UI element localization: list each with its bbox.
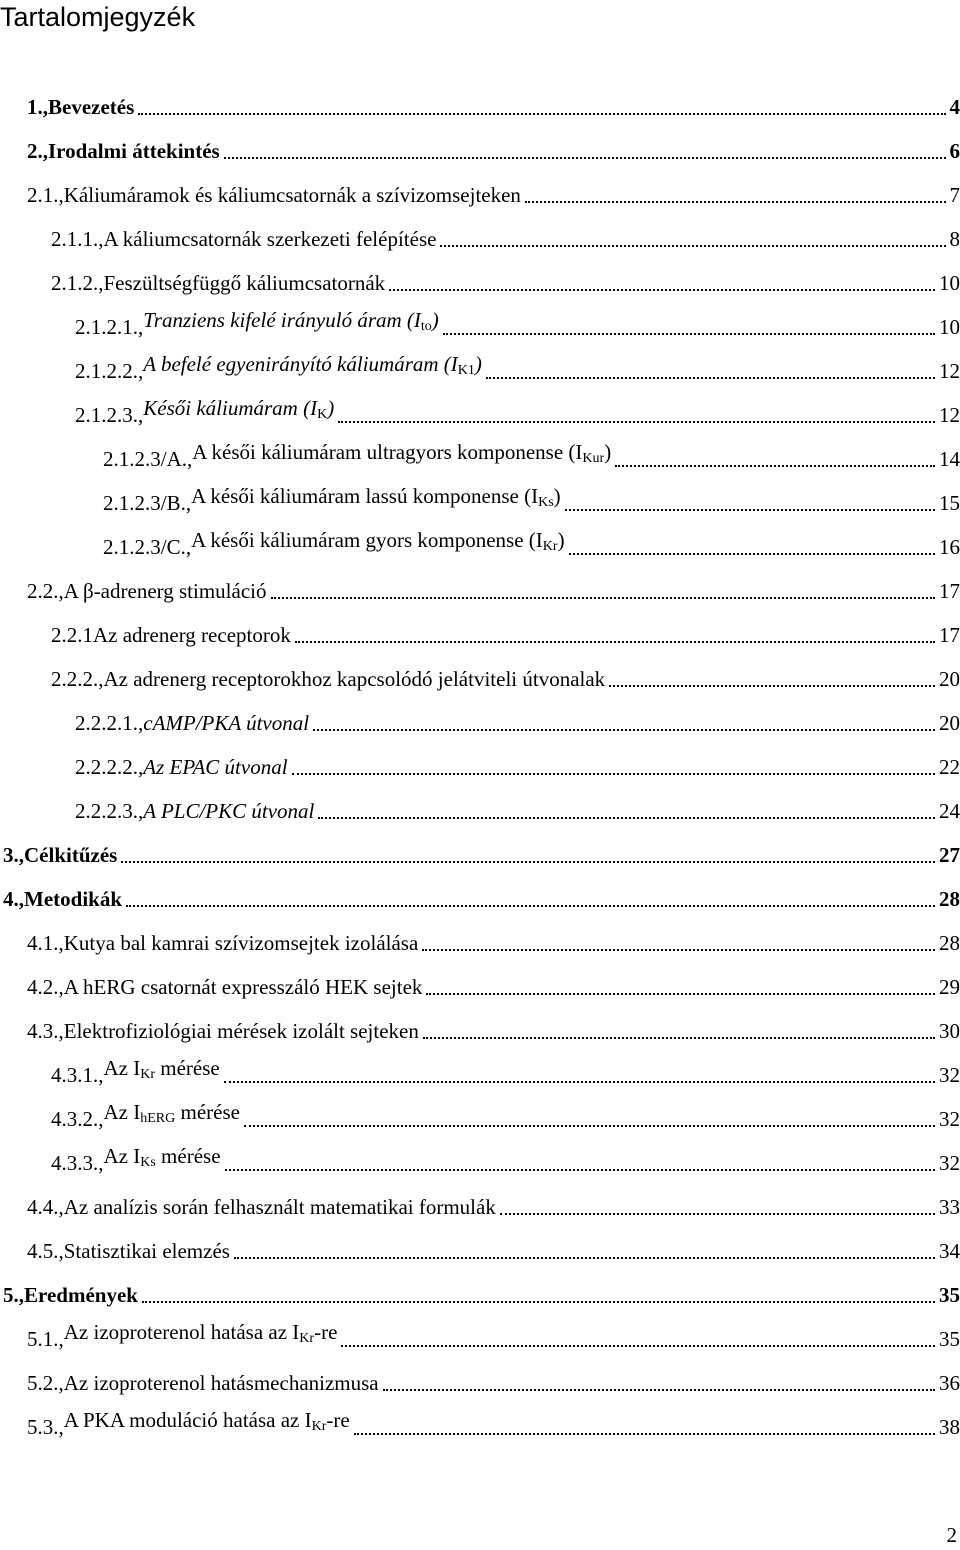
toc-entry-number: 2.1.2.3/B., — [103, 491, 192, 515]
toc-entry[interactable] — [75, 792, 960, 824]
toc-entry-page: 12 — [939, 403, 960, 427]
dot-leader — [271, 597, 936, 599]
dot-leader — [224, 157, 946, 159]
toc-entry-number: 5.2., — [27, 1371, 64, 1395]
toc-entry-page: 36 — [939, 1371, 960, 1395]
toc-entry-title: Célkitűzés — [24, 843, 118, 867]
dot-leader — [142, 1301, 935, 1303]
toc-entry-subscript: Kr — [311, 1419, 327, 1434]
toc-entry-number: 2.2., — [27, 579, 64, 603]
toc-entry-title: A β-adrenerg stimuláció — [63, 579, 267, 603]
toc-entry-number: 2.1.2.1., — [75, 315, 144, 339]
toc-entry-title: Késői káliumáram (I — [143, 396, 318, 420]
dot-leader — [313, 729, 935, 731]
toc-entry-subscript: K1 — [457, 363, 475, 378]
toc-entry-number: 2.1.2.3., — [75, 403, 144, 427]
toc-entry-title-suffix: ) — [557, 528, 565, 552]
toc-entry-title: A befelé egyenirányító káliumáram (I — [143, 352, 458, 376]
toc-entry-label — [104, 270, 386, 296]
toc-entry-title: Az izoproterenol hatásmechanizmusa — [63, 1371, 379, 1395]
dot-leader — [225, 1169, 935, 1171]
toc-entry-title: Az adrenerg receptorokhoz kapcsolódó jelátviteli útvonalak — [103, 667, 606, 691]
toc-entry-title: Az izoproterenol hatása az I — [63, 1320, 300, 1344]
toc-entry-page: 32 — [939, 1107, 960, 1131]
toc-entry-page: 38 — [939, 1415, 960, 1439]
toc-entry-number: 5., — [3, 1283, 24, 1307]
toc-entry-number: 2.2.2.3., — [75, 799, 144, 823]
toc-entry-number: 2.1.2., — [51, 271, 104, 295]
toc-entry[interactable] — [27, 572, 960, 604]
toc-entry[interactable] — [27, 132, 960, 164]
toc-entry-label — [64, 1407, 350, 1440]
dot-leader — [121, 861, 935, 863]
toc-entry[interactable] — [3, 1276, 960, 1308]
toc-entry-title-suffix: ) — [474, 352, 482, 376]
toc-entry-title-suffix: mérése — [155, 1056, 220, 1080]
toc-entry-number: 2.1.2.2., — [75, 359, 144, 383]
toc-entry-label — [143, 395, 334, 428]
toc-entry-title-suffix: ) — [431, 308, 439, 332]
toc-entry-number: 4.3.3., — [51, 1151, 104, 1175]
toc-entry[interactable] — [75, 704, 960, 736]
toc-entry-page: 34 — [939, 1239, 960, 1263]
toc-entry-page: 35 — [939, 1283, 960, 1307]
toc-entry[interactable] — [27, 1408, 960, 1440]
toc-entry-number: 2.1.2.3/A., — [103, 447, 193, 471]
toc-entry-label — [104, 1143, 221, 1176]
page-title: Tartalomjegyzék — [0, 2, 196, 32]
toc-entry[interactable] — [27, 968, 960, 1000]
toc-entry-title: Az EPAC útvonal — [143, 755, 288, 779]
toc-entry-page: 24 — [939, 799, 960, 823]
toc-entry-title: A PLC/PKC útvonal — [143, 799, 315, 823]
toc-entry-page: 12 — [939, 359, 960, 383]
toc-entry-title: A káliumcsatornák szerkezeti felépítése — [103, 227, 437, 251]
dot-leader — [224, 1081, 935, 1083]
toc-entry-number: 2.1.1., — [51, 227, 104, 251]
toc-entry-title: A késői káliumáram ultragyors komponense (I — [192, 440, 583, 464]
toc-entry[interactable] — [27, 1012, 960, 1044]
toc-entry[interactable] — [103, 440, 960, 472]
toc-entry-page: 30 — [939, 1019, 960, 1043]
toc-entry[interactable] — [103, 484, 960, 516]
toc-entry-page: 33 — [939, 1195, 960, 1219]
toc-entry-label — [191, 483, 561, 516]
dot-leader — [525, 201, 946, 203]
toc-entry-title-suffix: mérése — [175, 1100, 240, 1124]
toc-entry-title: A hERG csatornát expresszáló HEK sejtek — [63, 975, 423, 999]
toc-entry-title-suffix: ) — [553, 484, 561, 508]
toc-entry-subscript: K — [317, 407, 328, 422]
toc-entry-subscript: Kr — [299, 1331, 315, 1346]
toc-entry-title: Feszültségfüggő káliumcsatornák — [103, 271, 386, 295]
toc-entry-title: Tranziens kifelé irányuló áram (I — [143, 308, 421, 332]
toc-entry[interactable] — [75, 352, 960, 384]
toc-entry-label — [64, 578, 267, 604]
dot-leader — [234, 1257, 935, 1259]
dot-leader — [569, 553, 935, 555]
toc-entry-title: Az I — [103, 1056, 141, 1080]
toc-entry-label — [64, 1370, 379, 1396]
dot-leader — [383, 1389, 935, 1391]
toc-entry-label — [64, 1194, 496, 1220]
toc-entry[interactable] — [75, 748, 960, 780]
toc-entry-title: Kutya bal kamrai szívizomsejtek izolálása — [63, 931, 419, 955]
toc-entry[interactable] — [3, 880, 960, 912]
toc-entry-number: 3., — [3, 843, 24, 867]
toc-entry-number: 2.1.2.3/C., — [103, 535, 192, 559]
dot-leader — [292, 773, 935, 775]
toc-entry[interactable] — [51, 1056, 960, 1088]
toc-entry-label — [64, 1238, 230, 1264]
dot-leader — [138, 113, 945, 115]
toc-entry[interactable] — [51, 616, 960, 648]
toc-entry-page: 17 — [939, 579, 960, 603]
toc-entry-title-suffix: mérése — [155, 1144, 221, 1168]
toc-entry-label — [48, 94, 134, 120]
toc-entry-title-suffix: ) — [604, 440, 612, 464]
toc-entry[interactable] — [27, 176, 960, 208]
dot-leader — [615, 465, 935, 467]
toc-entry-page: 17 — [939, 623, 960, 647]
toc-entry-page: 28 — [939, 931, 960, 955]
toc-entry-subscript: Ks — [140, 1155, 156, 1170]
dot-leader — [609, 685, 935, 687]
toc-entry-title: Az I — [103, 1144, 141, 1168]
toc-entry-number: 4.3., — [27, 1019, 64, 1043]
toc-entry-number: 4.3.1., — [51, 1063, 104, 1087]
toc-entry-number: 2.2.2., — [51, 667, 104, 691]
toc-entry-label — [143, 754, 287, 780]
toc-entry-label — [143, 307, 439, 340]
toc-entry-page: 32 — [939, 1063, 960, 1087]
toc-entry-label — [143, 710, 309, 736]
toc-entry-number: 5.3., — [27, 1415, 64, 1439]
toc-entry-title: Az I — [103, 1100, 141, 1124]
toc-entry-label — [64, 182, 521, 208]
toc-entry[interactable] — [27, 1232, 960, 1264]
toc-entry-label — [64, 930, 419, 956]
toc-entry-number: 2.2.2.2., — [75, 755, 144, 779]
toc-entry[interactable] — [75, 396, 960, 428]
toc-entry-label — [191, 527, 564, 560]
toc-entry-label — [64, 1319, 338, 1352]
dot-leader — [500, 1213, 935, 1215]
toc-entry-subscript: Kr — [140, 1067, 156, 1082]
toc-entry-title: cAMP/PKA útvonal — [143, 711, 310, 735]
toc-entry-label — [93, 622, 291, 648]
toc-entry-number: 4.2., — [27, 975, 64, 999]
dot-leader — [389, 289, 935, 291]
toc-entry-title-suffix: -re — [314, 1320, 338, 1344]
dot-leader — [565, 509, 935, 511]
toc-entry-page: 20 — [939, 711, 960, 735]
toc-entry[interactable] — [51, 220, 960, 252]
toc-entry[interactable] — [51, 1100, 960, 1132]
toc-entry-page: 8 — [949, 227, 960, 251]
dot-leader — [338, 421, 935, 423]
toc-entry-title: Az analízis során felhasznált matematikai formulák — [63, 1195, 496, 1219]
toc-entry-number: 2.2.1 — [51, 623, 93, 647]
toc-entry-subscript: Kr — [542, 539, 558, 554]
toc-entry-number: 5.1., — [27, 1327, 64, 1351]
toc-entry-label — [64, 1018, 419, 1044]
toc-entry[interactable] — [75, 308, 960, 340]
toc-entry-label — [24, 886, 122, 912]
dot-leader — [423, 1037, 935, 1039]
toc-entry-label — [104, 226, 437, 252]
toc-entry-title: Eredmények — [24, 1283, 138, 1307]
toc-entry-page: 35 — [939, 1327, 960, 1351]
toc-entry-page: 22 — [939, 755, 960, 779]
dot-leader — [486, 377, 935, 379]
toc-entry-subscript: Ks — [538, 495, 554, 510]
dot-leader — [354, 1433, 935, 1435]
toc-entry-page: 7 — [949, 183, 960, 207]
toc-entry[interactable] — [27, 1364, 960, 1396]
toc-entry-page: 29 — [939, 975, 960, 999]
toc-entry-label — [104, 1055, 220, 1088]
toc-entry-label — [48, 138, 220, 164]
dot-leader — [443, 333, 935, 335]
toc-entry-number: 1., — [27, 95, 48, 119]
toc-entry-title: Bevezetés — [48, 95, 135, 119]
toc-entry[interactable] — [27, 1320, 960, 1352]
toc-entry-label — [143, 351, 482, 384]
toc-entry-subscript: Kur — [582, 451, 605, 466]
page-number: 2 — [946, 1523, 957, 1547]
toc-entry-page: 6 — [949, 139, 960, 163]
toc-entry-label — [104, 666, 606, 692]
dot-leader — [341, 1345, 935, 1347]
toc-entry-title: Káliumáramok és káliumcsatornák a szívizomsejteken — [63, 183, 521, 207]
toc-entry-number: 4.5., — [27, 1239, 64, 1263]
toc-entry-page: 14 — [939, 447, 960, 471]
toc-entry-number: 2.2.2.1., — [75, 711, 144, 735]
toc-entry-title: Elektrofiziológiai mérések izolált sejteken — [63, 1019, 419, 1043]
toc-entry[interactable] — [51, 660, 960, 692]
toc-entry-label — [192, 439, 611, 472]
toc-entry-page: 10 — [939, 315, 960, 339]
toc-entry[interactable] — [27, 1188, 960, 1220]
toc-entry-label — [24, 1282, 138, 1308]
toc-entry-page: 20 — [939, 667, 960, 691]
toc-entry-label — [24, 842, 117, 868]
toc-entry-page: 32 — [939, 1151, 960, 1175]
toc-entry-page: 15 — [939, 491, 960, 515]
toc-entry-title: A PKA moduláció hatása az I — [63, 1408, 312, 1432]
dot-leader — [244, 1125, 935, 1127]
toc-entry[interactable] — [27, 924, 960, 956]
toc-entry[interactable] — [51, 264, 960, 296]
toc-entry-number: 2., — [27, 139, 48, 163]
toc-entry-label — [104, 1099, 240, 1132]
dot-leader — [422, 949, 935, 951]
toc-entry-number: 4., — [3, 887, 24, 911]
toc-entry-title: Statisztikai elemzés — [63, 1239, 230, 1263]
toc-entry-number: 4.4., — [27, 1195, 64, 1219]
toc-entry-label — [143, 798, 314, 824]
toc-entry[interactable] — [51, 1144, 960, 1176]
toc-entry[interactable] — [27, 88, 960, 120]
toc-entry-page: 4 — [949, 95, 960, 119]
toc-entry-subscript: to — [420, 319, 432, 334]
toc-entry-page: 27 — [939, 843, 960, 867]
toc-entry-title-suffix: -re — [326, 1408, 350, 1432]
toc-entry-title: A késői káliumáram gyors komponense (I — [191, 528, 543, 552]
dot-leader — [426, 993, 935, 995]
toc-entry-number: 2.1., — [27, 183, 64, 207]
toc-entry[interactable] — [3, 836, 960, 868]
toc-entry-title: Az adrenerg receptorok — [93, 623, 291, 647]
toc-entry[interactable] — [103, 528, 960, 560]
toc-entry-title-suffix: ) — [327, 396, 335, 420]
toc-entry-subscript: hERG — [140, 1111, 176, 1126]
dot-leader — [295, 641, 935, 643]
toc-entry-page: 10 — [939, 271, 960, 295]
toc-entry-title: A késői káliumáram lassú komponense (I — [191, 484, 539, 508]
toc-entry-label — [64, 974, 423, 1000]
toc-entry-number: 4.1., — [27, 931, 64, 955]
dot-leader — [440, 245, 945, 247]
dot-leader — [318, 817, 935, 819]
toc-entry-page: 16 — [939, 535, 960, 559]
toc-entry-number: 4.3.2., — [51, 1107, 104, 1131]
toc-entry-title: Irodalmi áttekintés — [48, 139, 220, 163]
toc-entry-title: Metodikák — [24, 887, 123, 911]
dot-leader — [126, 905, 935, 907]
toc-entry-page: 28 — [939, 887, 960, 911]
